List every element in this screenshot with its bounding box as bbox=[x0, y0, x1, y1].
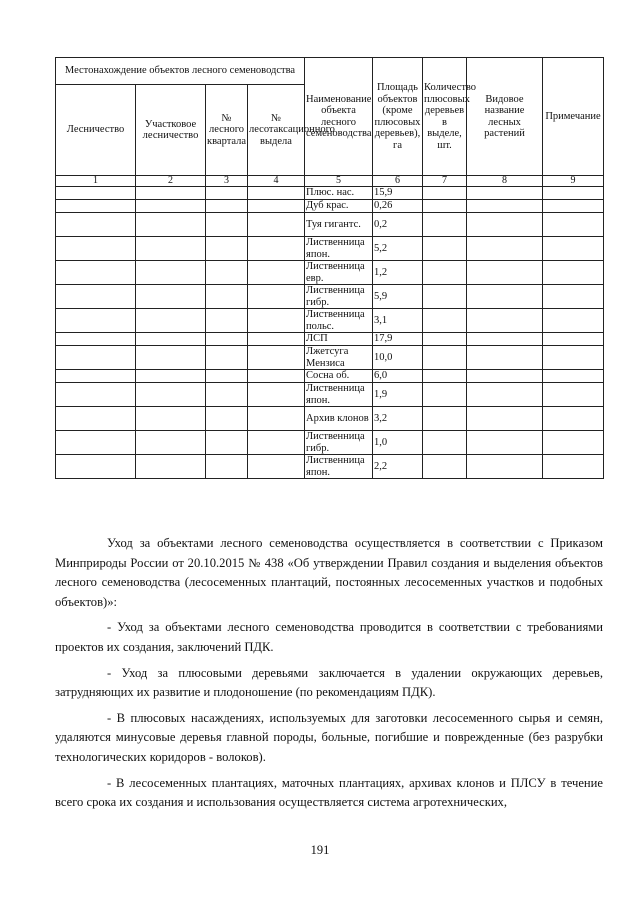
header-note: Примечание bbox=[543, 58, 604, 176]
empty-cell bbox=[136, 346, 206, 370]
header-quarter: № лесного квартала bbox=[206, 85, 248, 176]
object-name-cell: Сосна об. bbox=[305, 370, 373, 383]
empty-cell bbox=[136, 285, 206, 309]
empty-cell bbox=[248, 431, 305, 455]
empty-cell bbox=[136, 407, 206, 431]
column-number: 8 bbox=[467, 176, 543, 187]
empty-cell bbox=[206, 309, 248, 333]
body-text bbox=[55, 534, 603, 813]
empty-cell bbox=[248, 285, 305, 309]
empty-cell bbox=[248, 346, 305, 370]
empty-cell bbox=[206, 370, 248, 383]
object-name-cell: Лиственница япон. bbox=[305, 237, 373, 261]
empty-cell bbox=[206, 285, 248, 309]
table-row bbox=[56, 346, 604, 370]
empty-cell bbox=[136, 383, 206, 407]
header-count: Количество плюсовых деревьев в выделе, шт. bbox=[423, 58, 467, 176]
column-number: 4 bbox=[248, 176, 305, 187]
empty-cell bbox=[467, 407, 543, 431]
empty-cell bbox=[467, 261, 543, 285]
empty-cell bbox=[423, 200, 467, 213]
empty-cell bbox=[423, 370, 467, 383]
empty-cell bbox=[56, 346, 136, 370]
table-row bbox=[56, 407, 604, 431]
empty-cell bbox=[248, 370, 305, 383]
empty-cell bbox=[136, 309, 206, 333]
object-name-cell: Лиственница польс. bbox=[305, 309, 373, 333]
column-number: 2 bbox=[136, 176, 206, 187]
empty-cell bbox=[56, 285, 136, 309]
empty-cell bbox=[543, 431, 604, 455]
column-number: 5 bbox=[305, 176, 373, 187]
empty-cell bbox=[206, 187, 248, 200]
column-number: 9 bbox=[543, 176, 604, 187]
header-species: Видовое название лесных растений bbox=[467, 58, 543, 176]
empty-cell bbox=[136, 261, 206, 285]
empty-cell bbox=[543, 213, 604, 237]
empty-cell bbox=[56, 370, 136, 383]
empty-cell bbox=[423, 213, 467, 237]
area-cell: 1,0 bbox=[373, 431, 423, 455]
empty-cell bbox=[248, 237, 305, 261]
table-row bbox=[56, 187, 604, 200]
empty-cell bbox=[56, 455, 136, 479]
empty-cell bbox=[248, 187, 305, 200]
empty-cell bbox=[56, 383, 136, 407]
empty-cell bbox=[56, 237, 136, 261]
empty-cell bbox=[423, 431, 467, 455]
empty-cell bbox=[136, 370, 206, 383]
empty-cell bbox=[56, 431, 136, 455]
table-row bbox=[56, 285, 604, 309]
empty-cell bbox=[206, 333, 248, 346]
table-row bbox=[56, 309, 604, 333]
area-cell: 2,2 bbox=[373, 455, 423, 479]
area-cell: 3,2 bbox=[373, 407, 423, 431]
empty-cell bbox=[543, 333, 604, 346]
empty-cell bbox=[543, 200, 604, 213]
empty-cell bbox=[467, 285, 543, 309]
empty-cell bbox=[543, 237, 604, 261]
table-row bbox=[56, 333, 604, 346]
empty-cell bbox=[467, 346, 543, 370]
table-row bbox=[56, 370, 604, 383]
area-cell: 3,1 bbox=[373, 309, 423, 333]
empty-cell bbox=[56, 187, 136, 200]
object-name-cell: Лиственница япон. bbox=[305, 455, 373, 479]
empty-cell bbox=[467, 333, 543, 346]
paragraph-item: - Уход за объектами лесного семеноводства проводится в соответствии с требованиями проектов их создания, заключений ПДК. bbox=[55, 620, 603, 654]
empty-cell bbox=[543, 346, 604, 370]
area-cell: 15,9 bbox=[373, 187, 423, 200]
empty-cell bbox=[543, 370, 604, 383]
object-name-cell: Лжетсуга Мензиса bbox=[305, 346, 373, 370]
header-name: Наименование объекта лесного семеноводства bbox=[305, 58, 373, 176]
empty-cell bbox=[467, 455, 543, 479]
area-cell: 17,9 bbox=[373, 333, 423, 346]
empty-cell bbox=[423, 237, 467, 261]
empty-cell bbox=[543, 407, 604, 431]
empty-cell bbox=[206, 431, 248, 455]
table-row bbox=[56, 383, 604, 407]
area-cell: 1,9 bbox=[373, 383, 423, 407]
empty-cell bbox=[423, 346, 467, 370]
column-number: 3 bbox=[206, 176, 248, 187]
area-cell: 5,9 bbox=[373, 285, 423, 309]
empty-cell bbox=[467, 200, 543, 213]
table-body bbox=[56, 187, 604, 479]
paragraph-item: - В лесосеменных плантациях, маточных плантациях, архивах клонов и ПЛСУ в течение всего срока их создания и использования осуществляется система агротехнических, bbox=[55, 775, 603, 810]
empty-cell bbox=[248, 200, 305, 213]
empty-cell bbox=[423, 261, 467, 285]
empty-cell bbox=[543, 261, 604, 285]
empty-cell bbox=[467, 187, 543, 200]
empty-cell bbox=[423, 383, 467, 407]
empty-cell bbox=[248, 261, 305, 285]
empty-cell bbox=[543, 187, 604, 200]
empty-cell bbox=[136, 200, 206, 213]
object-name-cell: ЛСП bbox=[305, 333, 373, 346]
empty-cell bbox=[56, 309, 136, 333]
empty-cell bbox=[248, 333, 305, 346]
paragraph-item: - В плюсовых насаждениях, используемых для заготовки лесосеменного сырья и семян, удаляются минусовые деревья главной породы, больные, погибшие и поврежденные (без разрубки технологических коридоров - волоков). bbox=[55, 710, 603, 764]
object-name-cell: Лиственница гибр. bbox=[305, 431, 373, 455]
object-name-cell: Дуб крас. bbox=[305, 200, 373, 213]
area-cell: 1,2 bbox=[373, 261, 423, 285]
table-row bbox=[56, 200, 604, 213]
table-row bbox=[56, 455, 604, 479]
empty-cell bbox=[206, 213, 248, 237]
table-row bbox=[56, 237, 604, 261]
location-group-header: Местонахождение объектов лесного семеноводства bbox=[56, 58, 305, 85]
empty-cell bbox=[56, 200, 136, 213]
seed-objects-table bbox=[55, 57, 604, 479]
column-number: 6 bbox=[373, 176, 423, 187]
area-cell: 5,2 bbox=[373, 237, 423, 261]
empty-cell bbox=[56, 407, 136, 431]
object-name-cell: Плюс. нас. bbox=[305, 187, 373, 200]
empty-cell bbox=[206, 261, 248, 285]
empty-cell bbox=[467, 383, 543, 407]
empty-cell bbox=[543, 285, 604, 309]
empty-cell bbox=[206, 237, 248, 261]
empty-cell bbox=[248, 213, 305, 237]
empty-cell bbox=[248, 309, 305, 333]
paragraph-item: - Уход за плюсовыми деревьями заключается в удалении окружающих деревьев, затрудняющих их развитие и плодоношение (по рекомендациям ПДК). bbox=[55, 665, 603, 700]
paragraph-intro: Уход за объектами лесного семеноводства осуществляется в соответствии с Приказом Минприроды России от 20.10.2015 № 438 «Об утверждении Правил создания и выделения объектов лесного семеноводства (лесосеменных плантаций, постоянных лесосеменных участков и подобных объектов)»: bbox=[55, 536, 603, 609]
empty-cell bbox=[136, 237, 206, 261]
empty-cell bbox=[136, 455, 206, 479]
empty-cell bbox=[248, 383, 305, 407]
empty-cell bbox=[136, 187, 206, 200]
empty-cell bbox=[136, 213, 206, 237]
empty-cell bbox=[423, 285, 467, 309]
header-area: Площадь объектов (кроме плюсовых деревьев), га bbox=[373, 58, 423, 176]
empty-cell bbox=[543, 309, 604, 333]
area-cell: 10,0 bbox=[373, 346, 423, 370]
empty-cell bbox=[248, 455, 305, 479]
empty-cell bbox=[467, 431, 543, 455]
column-number-row bbox=[56, 176, 604, 187]
area-cell: 6,0 bbox=[373, 370, 423, 383]
empty-cell bbox=[206, 346, 248, 370]
empty-cell bbox=[543, 455, 604, 479]
empty-cell bbox=[423, 187, 467, 200]
table-row bbox=[56, 213, 604, 237]
empty-cell bbox=[136, 333, 206, 346]
empty-cell bbox=[423, 407, 467, 431]
empty-cell bbox=[467, 213, 543, 237]
empty-cell bbox=[206, 407, 248, 431]
empty-cell bbox=[467, 370, 543, 383]
empty-cell bbox=[248, 407, 305, 431]
empty-cell bbox=[423, 333, 467, 346]
empty-cell bbox=[206, 455, 248, 479]
empty-cell bbox=[56, 333, 136, 346]
header-district: Участковое лесничество bbox=[136, 85, 206, 176]
column-number: 1 bbox=[56, 176, 136, 187]
object-name-cell: Архив клонов bbox=[305, 407, 373, 431]
column-number: 7 bbox=[423, 176, 467, 187]
empty-cell bbox=[423, 309, 467, 333]
object-name-cell: Лиственница евр. bbox=[305, 261, 373, 285]
empty-cell bbox=[206, 200, 248, 213]
area-cell: 0,2 bbox=[373, 213, 423, 237]
empty-cell bbox=[56, 261, 136, 285]
object-name-cell: Лиственница япон. bbox=[305, 383, 373, 407]
empty-cell bbox=[467, 237, 543, 261]
object-name-cell: Туя гигантс. bbox=[305, 213, 373, 237]
object-name-cell: Лиственница гибр. bbox=[305, 285, 373, 309]
header-plot: № лесотаксационного выдела bbox=[248, 85, 305, 176]
page-number: 191 bbox=[310, 843, 330, 857]
empty-cell bbox=[467, 309, 543, 333]
empty-cell bbox=[56, 213, 136, 237]
table-row bbox=[56, 431, 604, 455]
empty-cell bbox=[543, 383, 604, 407]
header-forestry: Лесничество bbox=[56, 85, 136, 176]
area-cell: 0,26 bbox=[373, 200, 423, 213]
empty-cell bbox=[136, 431, 206, 455]
empty-cell bbox=[423, 455, 467, 479]
empty-cell bbox=[206, 383, 248, 407]
table-row bbox=[56, 261, 604, 285]
